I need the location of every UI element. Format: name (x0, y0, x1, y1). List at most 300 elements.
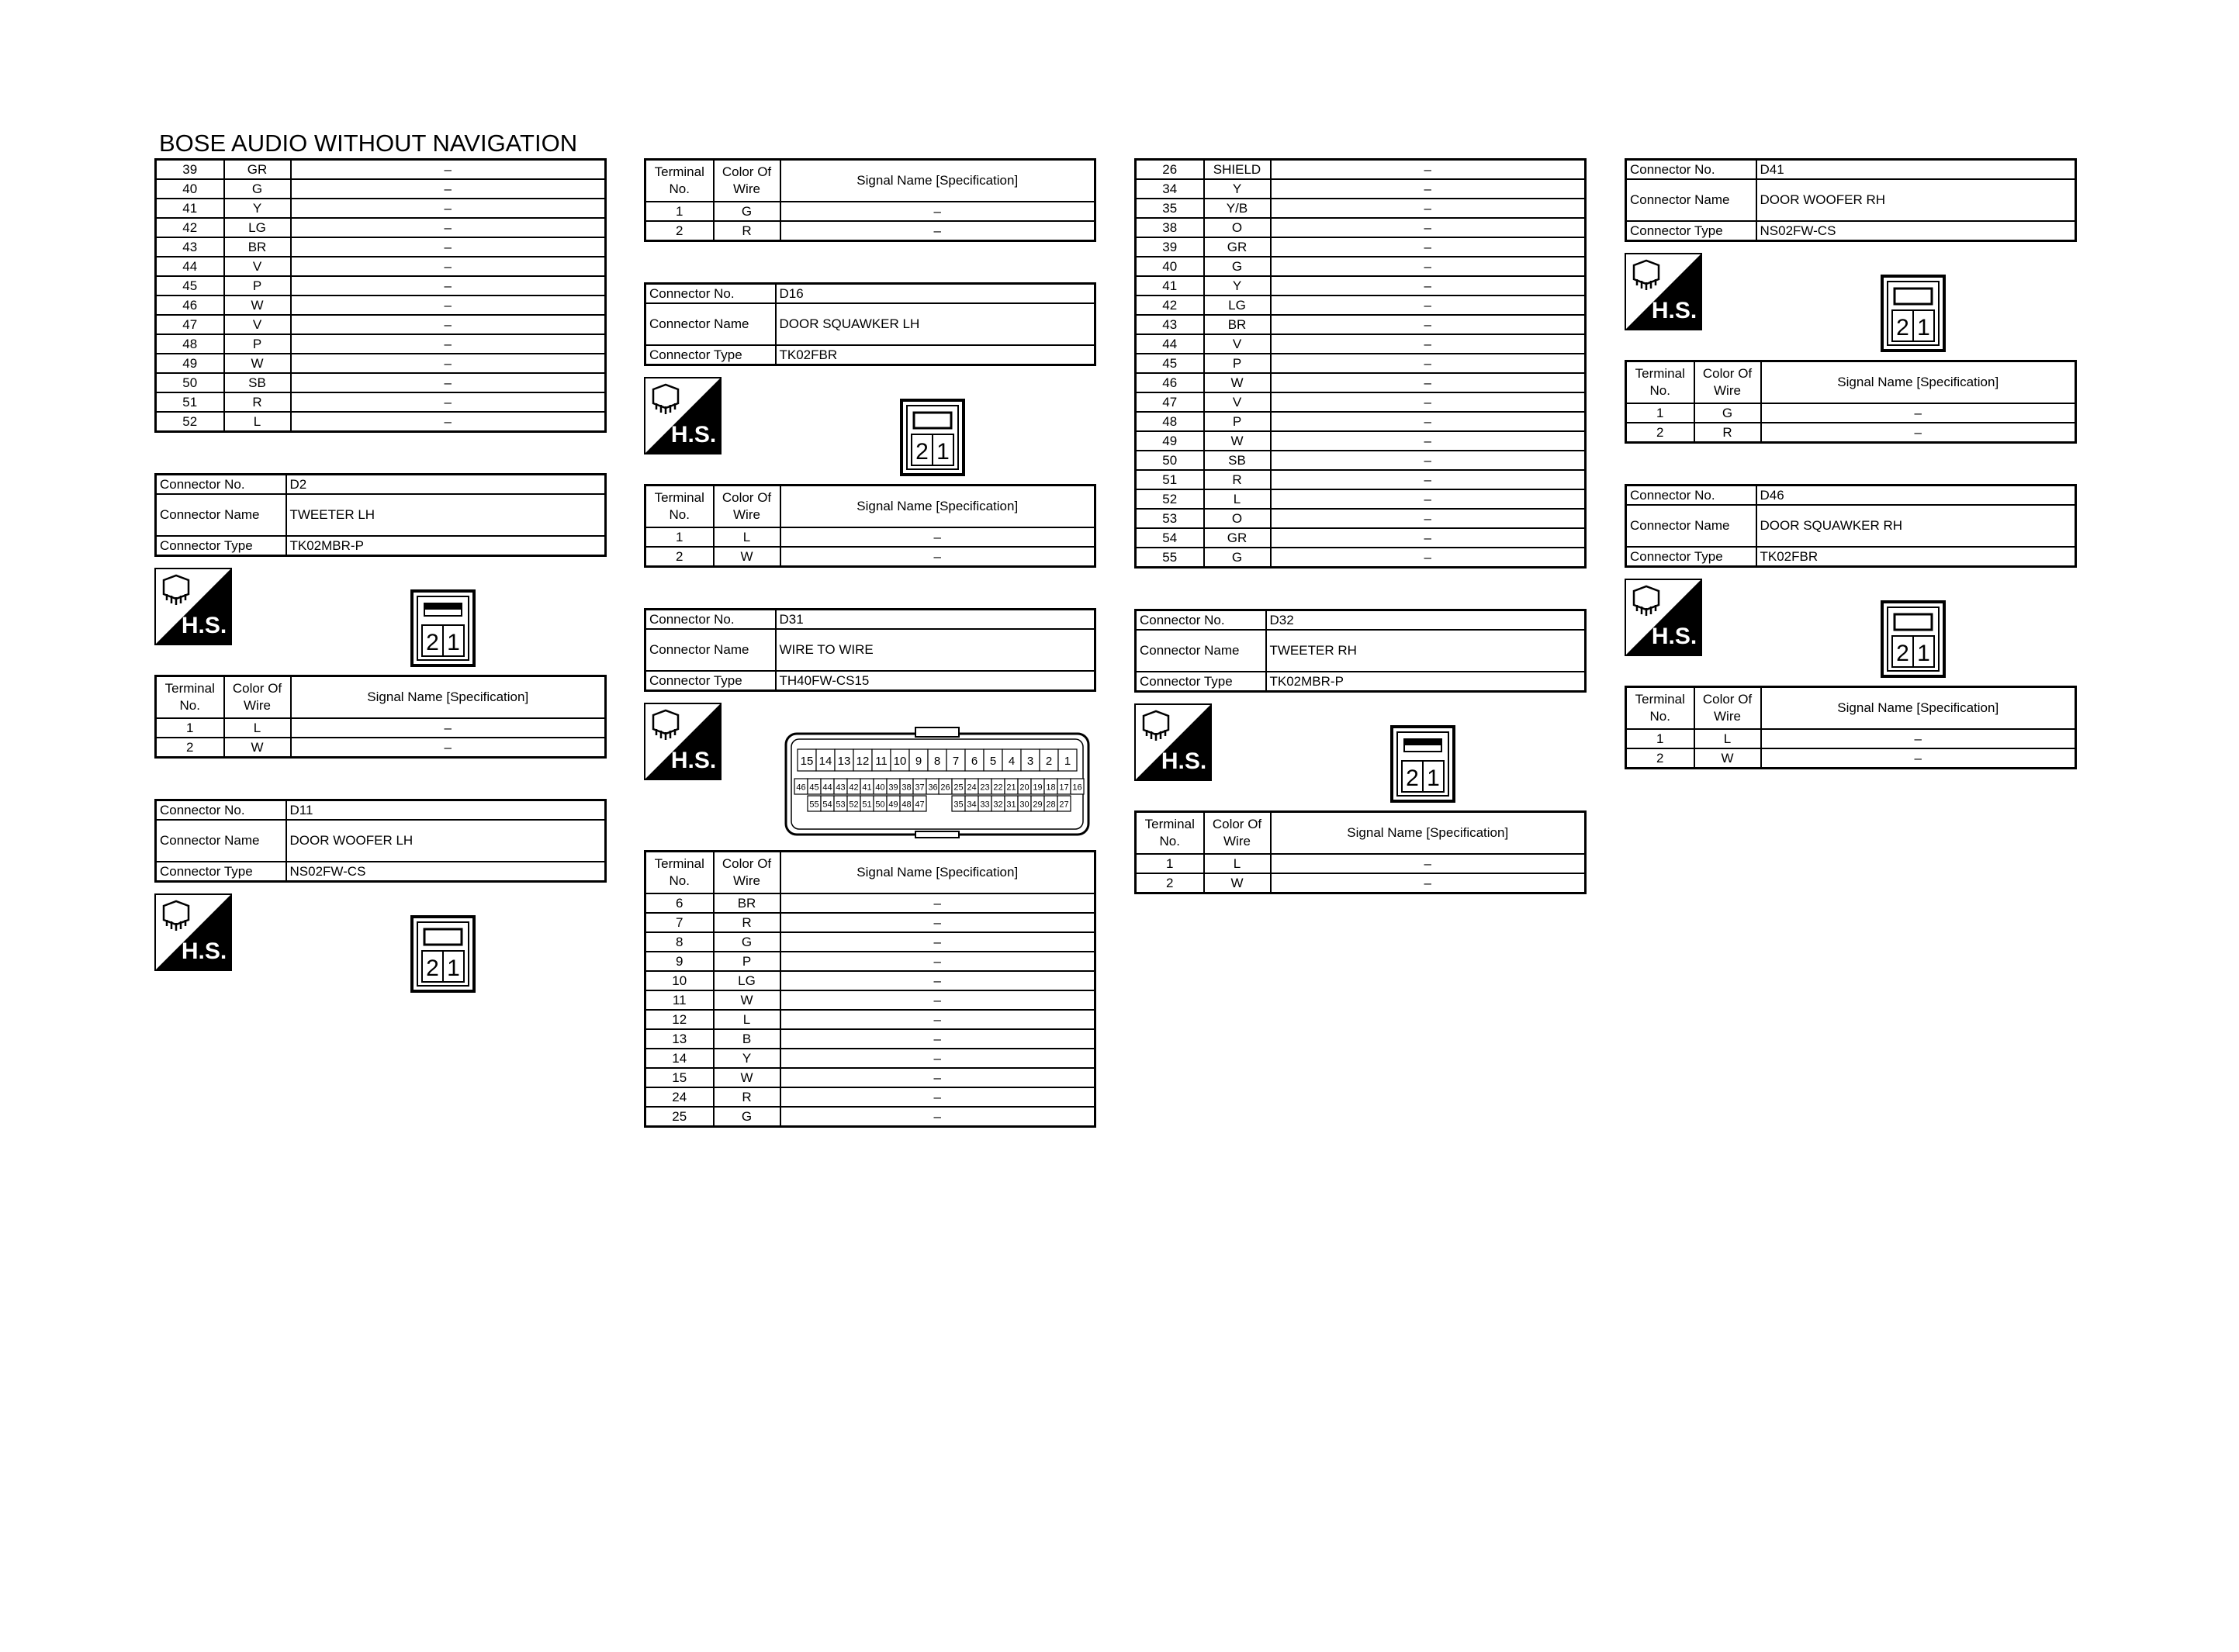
table-row (645, 547, 1095, 567)
pin-label: 45 (809, 783, 819, 793)
signal-cell: – (780, 971, 1095, 990)
table-row (645, 1049, 1095, 1068)
pin-label: 39 (888, 783, 898, 793)
wire-color-cell: W (1204, 873, 1271, 893)
pin-label: 1 (447, 956, 460, 981)
table-row (1136, 218, 1586, 237)
wire-color-cell: W (224, 354, 291, 373)
terminal-no-cell: 48 (156, 334, 224, 354)
terminal-table-d32 (1134, 810, 1587, 894)
signal-name-header: Signal Name [Specification] (780, 852, 1095, 894)
wire-color-cell: L (224, 412, 291, 432)
pin-label: 38 (901, 783, 912, 793)
pin-label: 40 (875, 783, 885, 793)
pin-label: 2 (426, 956, 439, 981)
connector-info-d31 (644, 608, 1096, 692)
terminal-no-cell: 1 (1136, 854, 1204, 873)
connector-type-value: NS02FW-CS (1756, 221, 2076, 241)
signal-cell: – (291, 718, 606, 738)
color-of-wire-header: Color Of Wire (1694, 361, 1761, 404)
table-row (156, 295, 606, 315)
signal-name-header: Signal Name [Specification] (291, 676, 606, 719)
column-4 (1625, 158, 2077, 769)
signal-cell: – (780, 527, 1095, 547)
signal-cell: – (1271, 237, 1586, 257)
harness-side-icon (154, 893, 232, 971)
table-row (1136, 548, 1586, 568)
connector-no-value: D32 (1266, 610, 1586, 631)
connector-type-label: Connector Type (645, 671, 776, 691)
terminal-no-cell: 7 (645, 913, 714, 932)
table-row (1136, 334, 1586, 354)
connector-name-value: DOOR SQUAWKER LH (776, 303, 1095, 345)
wire-color-cell: W (714, 1068, 780, 1087)
table-row (156, 199, 606, 218)
table-row (1136, 431, 1586, 451)
pin-label: 43 (836, 783, 846, 793)
pin-label: 53 (836, 800, 846, 810)
table-header-row (156, 676, 606, 719)
wire-color-cell: Y (714, 1049, 780, 1068)
pin-label: 27 (1059, 800, 1069, 810)
signal-cell: – (1271, 470, 1586, 489)
pin-label: 11 (875, 755, 888, 769)
connector-type-label: Connector Type (156, 536, 286, 556)
wire-color-cell: P (714, 952, 780, 971)
wire-color-cell: BR (224, 237, 291, 257)
connector-no-label: Connector No. (1136, 610, 1266, 631)
hs-badge-label: H.S. (670, 748, 717, 773)
terminal-no-cell: 2 (1626, 423, 1694, 443)
wire-color-cell: W (1204, 431, 1271, 451)
signal-cell: – (291, 315, 606, 334)
signal-cell: – (780, 1029, 1095, 1049)
terminal-no-cell: 39 (156, 160, 224, 180)
table-row (1136, 199, 1586, 218)
table-row (1136, 392, 1586, 412)
terminal-no-cell: 40 (1136, 257, 1204, 276)
signal-cell: – (1271, 451, 1586, 470)
table-row (1136, 276, 1586, 295)
terminal-no-cell: 48 (1136, 412, 1204, 431)
connector-figure-d2 (154, 568, 607, 659)
connector-face-icon (1881, 275, 1946, 352)
hs-badge-label: H.S. (181, 938, 227, 964)
terminal-no-cell: 54 (1136, 528, 1204, 548)
table-row (1626, 748, 2076, 769)
connector-no-value: D46 (1756, 486, 2076, 506)
table-row (1136, 528, 1586, 548)
wire-color-cell: G (224, 179, 291, 199)
pin-label: 2 (1896, 315, 1909, 340)
terminal-no-header: Terminal No. (1136, 812, 1204, 855)
wire-color-cell: P (1204, 354, 1271, 373)
connector-no-value: D2 (286, 475, 606, 495)
pin-label: 20 (1019, 783, 1030, 793)
table-row (1626, 729, 2076, 748)
terminal-no-cell: 9 (645, 952, 714, 971)
wire-color-cell: G (714, 1107, 780, 1127)
terminal-no-cell: 44 (156, 257, 224, 276)
table-row (645, 971, 1095, 990)
pin-label: 28 (1046, 800, 1056, 810)
table-row (645, 1068, 1095, 1087)
connector-info-d2 (154, 473, 607, 557)
connector-type-value: TK02MBR-P (286, 536, 606, 556)
terminal-table-continued (154, 158, 607, 433)
wire-color-cell: LG (714, 971, 780, 990)
signal-cell: – (291, 412, 606, 432)
pin-label: 6 (971, 755, 978, 769)
wire-color-cell: Y/B (1204, 199, 1271, 218)
connector-type-value: NS02FW-CS (286, 862, 606, 882)
table-row (156, 718, 606, 738)
pin-label: 2 (1406, 766, 1419, 791)
terminal-no-cell: 49 (1136, 431, 1204, 451)
pin-label: 46 (796, 783, 806, 793)
signal-cell: – (1761, 423, 2076, 443)
terminal-no-cell: 13 (645, 1029, 714, 1049)
signal-name-header: Signal Name [Specification] (1761, 361, 2076, 404)
signal-cell: – (291, 738, 606, 758)
terminal-no-cell: 39 (1136, 237, 1204, 257)
pin-label: 16 (1072, 783, 1082, 793)
signal-cell: – (1271, 548, 1586, 568)
hs-badge-label: H.S. (181, 613, 227, 638)
signal-cell: – (1271, 334, 1586, 354)
connector-no-value: D31 (776, 610, 1095, 630)
connector-name-label: Connector Name (1626, 505, 1756, 547)
wire-color-cell: R (1204, 470, 1271, 489)
terminal-no-cell: 52 (1136, 489, 1204, 509)
color-of-wire-header: Color Of Wire (714, 486, 780, 528)
table-row (1626, 423, 2076, 443)
pin-label: 48 (901, 800, 912, 810)
signal-cell: – (1271, 160, 1586, 180)
terminal-no-cell: 2 (645, 547, 714, 567)
table-row (1626, 403, 2076, 423)
color-of-wire-header: Color Of Wire (224, 676, 291, 719)
connector-no-label: Connector No. (156, 800, 286, 821)
table-row (645, 1107, 1095, 1127)
pin-label: 12 (856, 755, 870, 769)
wire-color-cell: Y (1204, 179, 1271, 199)
terminal-table-d2 (154, 675, 607, 759)
wire-color-cell: G (1204, 257, 1271, 276)
hs-badge-label: H.S. (670, 422, 717, 448)
signal-cell: – (291, 276, 606, 295)
pin-label: 47 (915, 800, 925, 810)
signal-cell: – (1271, 431, 1586, 451)
table-row (156, 218, 606, 237)
pin-label: 33 (980, 800, 990, 810)
connector-no-label: Connector No. (645, 610, 776, 630)
connector-name-label: Connector Name (1626, 179, 1756, 221)
terminal-table-d31 (644, 850, 1096, 1128)
pin-label: 50 (875, 800, 885, 810)
pin-label: 37 (915, 783, 925, 793)
connector-figure-d32 (1134, 703, 1587, 795)
wire-color-cell: O (1204, 509, 1271, 528)
pin-label: 1 (936, 439, 950, 465)
table-row (156, 160, 606, 180)
terminal-no-cell: 45 (156, 276, 224, 295)
terminal-no-header: Terminal No. (645, 160, 714, 202)
table-row (1136, 354, 1586, 373)
table-row (1136, 295, 1586, 315)
signal-cell: – (1271, 315, 1586, 334)
terminal-no-cell: 41 (1136, 276, 1204, 295)
pin-label: 7 (952, 755, 960, 769)
table-row (645, 1029, 1095, 1049)
signal-name-header: Signal Name [Specification] (1761, 687, 2076, 730)
signal-cell: – (291, 199, 606, 218)
signal-cell: – (1761, 748, 2076, 769)
wire-color-cell: P (224, 276, 291, 295)
pin-label: 1 (1427, 766, 1440, 791)
wire-color-cell: LG (1204, 295, 1271, 315)
table-row (156, 257, 606, 276)
terminal-no-cell: 50 (1136, 451, 1204, 470)
signal-cell: – (1761, 403, 2076, 423)
terminal-no-cell: 44 (1136, 334, 1204, 354)
table-row (1136, 237, 1586, 257)
signal-cell: – (291, 218, 606, 237)
connector-type-label: Connector Type (1136, 672, 1266, 692)
connector-type-label: Connector Type (645, 345, 776, 365)
column-1 (154, 158, 607, 985)
pin-label: 2 (1045, 755, 1053, 769)
wire-color-cell: Y (224, 199, 291, 218)
wire-color-cell: LG (224, 218, 291, 237)
table-row (156, 276, 606, 295)
wire-color-cell: B (714, 1029, 780, 1049)
connector-info-d46 (1625, 484, 2077, 568)
terminal-no-cell: 49 (156, 354, 224, 373)
terminal-no-cell: 8 (645, 932, 714, 952)
wire-color-cell: GR (1204, 528, 1271, 548)
connector-info-d41 (1625, 158, 2077, 242)
signal-cell: – (291, 257, 606, 276)
pin-label: 54 (822, 800, 832, 810)
terminal-no-header: Terminal No. (1626, 687, 1694, 730)
pin-label: 55 (809, 800, 819, 810)
wire-color-cell: V (1204, 334, 1271, 354)
connector-no-label: Connector No. (645, 284, 776, 304)
pin-label: 23 (980, 783, 990, 793)
pin-label: 14 (818, 755, 832, 769)
table-row (645, 527, 1095, 547)
table-header-row (645, 486, 1095, 528)
pin-label: 3 (1026, 755, 1034, 769)
terminal-no-cell: 34 (1136, 179, 1204, 199)
pin-label: 24 (967, 783, 977, 793)
hs-badge-label: H.S. (1651, 624, 1697, 649)
wire-color-cell: W (1694, 748, 1761, 769)
color-of-wire-header: Color Of Wire (714, 852, 780, 894)
pin-label: 2 (426, 630, 439, 655)
table-row (645, 1087, 1095, 1107)
signal-cell: – (1271, 854, 1586, 873)
pin-label: 13 (837, 755, 851, 769)
terminal-no-cell: 24 (645, 1087, 714, 1107)
terminal-no-cell: 43 (156, 237, 224, 257)
wire-color-cell: G (714, 202, 780, 221)
terminal-no-header: Terminal No. (645, 486, 714, 528)
table-row (1136, 412, 1586, 431)
wire-color-cell: G (1694, 403, 1761, 423)
terminal-no-cell: 11 (645, 990, 714, 1010)
signal-cell: – (1271, 412, 1586, 431)
terminal-no-cell: 43 (1136, 315, 1204, 334)
terminal-no-cell: 45 (1136, 354, 1204, 373)
wire-color-cell: P (224, 334, 291, 354)
connector-name-label: Connector Name (156, 820, 286, 862)
table-row (1136, 315, 1586, 334)
pin-label: 41 (862, 783, 872, 793)
table-header-row (645, 852, 1095, 894)
signal-cell: – (1271, 276, 1586, 295)
page-title: BOSE AUDIO WITHOUT NAVIGATION (159, 130, 578, 157)
signal-cell: – (291, 295, 606, 315)
connector-face-40pin-icon (784, 723, 1091, 839)
pin-label: 26 (940, 783, 950, 793)
connector-figure-d16 (644, 377, 1096, 468)
terminal-no-cell: 1 (1626, 729, 1694, 748)
connector-face-icon (410, 915, 476, 993)
terminal-no-cell: 2 (1136, 873, 1204, 893)
wire-color-cell: W (1204, 373, 1271, 392)
table-row (1136, 451, 1586, 470)
signal-cell: – (1271, 257, 1586, 276)
signal-cell: – (780, 1068, 1095, 1087)
terminal-table-d41 (1625, 360, 2077, 444)
connector-type-value: TK02MBR-P (1266, 672, 1586, 692)
wire-color-cell: L (1694, 729, 1761, 748)
wire-color-cell: R (1694, 423, 1761, 443)
connector-no-label: Connector No. (1626, 160, 1756, 180)
harness-side-icon (1134, 703, 1212, 781)
terminal-no-cell: 1 (156, 718, 224, 738)
hs-badge-label: H.S. (1161, 748, 1207, 774)
pin-label: 1 (1064, 755, 1071, 769)
table-row (156, 373, 606, 392)
terminal-no-cell: 38 (1136, 218, 1204, 237)
terminal-no-header: Terminal No. (156, 676, 224, 719)
terminal-no-header: Terminal No. (1626, 361, 1694, 404)
wire-color-cell: GR (224, 160, 291, 180)
table-row (1136, 854, 1586, 873)
terminal-table-d31-continued (1134, 158, 1587, 569)
terminal-no-cell: 2 (156, 738, 224, 758)
wire-color-cell: V (224, 257, 291, 276)
signal-cell: – (1761, 729, 2076, 748)
connector-info-d32 (1134, 609, 1587, 693)
terminal-no-cell: 26 (1136, 160, 1204, 180)
pin-label: 52 (849, 800, 859, 810)
connector-figure-d41 (1625, 253, 2077, 344)
table-header-row (1626, 687, 2076, 730)
terminal-no-cell: 50 (156, 373, 224, 392)
terminal-no-cell: 1 (645, 527, 714, 547)
table-row (156, 354, 606, 373)
harness-side-icon (154, 568, 232, 645)
connector-name-value: DOOR WOOFER RH (1756, 179, 2076, 221)
signal-cell: – (291, 392, 606, 412)
harness-side-icon (1625, 579, 1702, 656)
signal-cell: – (780, 990, 1095, 1010)
signal-cell: – (780, 1010, 1095, 1029)
table-row (645, 913, 1095, 932)
signal-cell: – (1271, 354, 1586, 373)
terminal-no-cell: 25 (645, 1107, 714, 1127)
terminal-no-cell: 40 (156, 179, 224, 199)
terminal-no-cell: 35 (1136, 199, 1204, 218)
column-3 (1134, 158, 1587, 894)
terminal-no-cell: 14 (645, 1049, 714, 1068)
connector-face-icon (1390, 725, 1455, 803)
column-2 (644, 158, 1096, 1128)
connector-type-value: TK02FBR (776, 345, 1095, 365)
signal-cell: – (1271, 295, 1586, 315)
pin-label: 22 (993, 783, 1003, 793)
signal-cell: – (1271, 528, 1586, 548)
wire-color-cell: P (1204, 412, 1271, 431)
signal-cell: – (1271, 179, 1586, 199)
connector-no-value: D41 (1756, 160, 2076, 180)
wire-color-cell: W (224, 738, 291, 758)
pin-label: 17 (1059, 783, 1069, 793)
wire-color-cell: G (1204, 548, 1271, 568)
pin-label: 31 (1006, 800, 1016, 810)
wire-color-cell: R (714, 1087, 780, 1107)
connector-face-icon (1881, 600, 1946, 678)
terminal-no-cell: 47 (156, 315, 224, 334)
wire-color-cell: BR (1204, 315, 1271, 334)
table-row (1136, 257, 1586, 276)
signal-cell: – (780, 913, 1095, 932)
connector-no-value: D16 (776, 284, 1095, 304)
connector-no-label: Connector No. (1626, 486, 1756, 506)
terminal-no-cell: 51 (156, 392, 224, 412)
terminal-no-cell: 1 (645, 202, 714, 221)
color-of-wire-header: Color Of Wire (1694, 687, 1761, 730)
table-row (1136, 470, 1586, 489)
pin-label: 5 (989, 755, 997, 769)
connector-info-d11 (154, 799, 607, 883)
signal-cell: – (780, 1087, 1095, 1107)
connector-name-label: Connector Name (645, 629, 776, 671)
wire-color-cell: GR (1204, 237, 1271, 257)
connector-face-icon (900, 399, 965, 476)
terminal-no-cell: 47 (1136, 392, 1204, 412)
connector-figure-d11 (154, 893, 607, 985)
wire-color-cell: SB (224, 373, 291, 392)
terminal-no-cell: 10 (645, 971, 714, 990)
signal-cell: – (1271, 199, 1586, 218)
connector-name-value: WIRE TO WIRE (776, 629, 1095, 671)
pin-label: 18 (1046, 783, 1056, 793)
harness-side-icon (644, 377, 722, 454)
wire-color-cell: BR (714, 893, 780, 913)
terminal-no-cell: 55 (1136, 548, 1204, 568)
pin-label: 30 (1019, 800, 1030, 810)
signal-cell: – (291, 373, 606, 392)
connector-name-label: Connector Name (645, 303, 776, 345)
wire-color-cell: L (1204, 489, 1271, 509)
connector-type-value: TK02FBR (1756, 547, 2076, 567)
connector-name-label: Connector Name (1136, 630, 1266, 672)
